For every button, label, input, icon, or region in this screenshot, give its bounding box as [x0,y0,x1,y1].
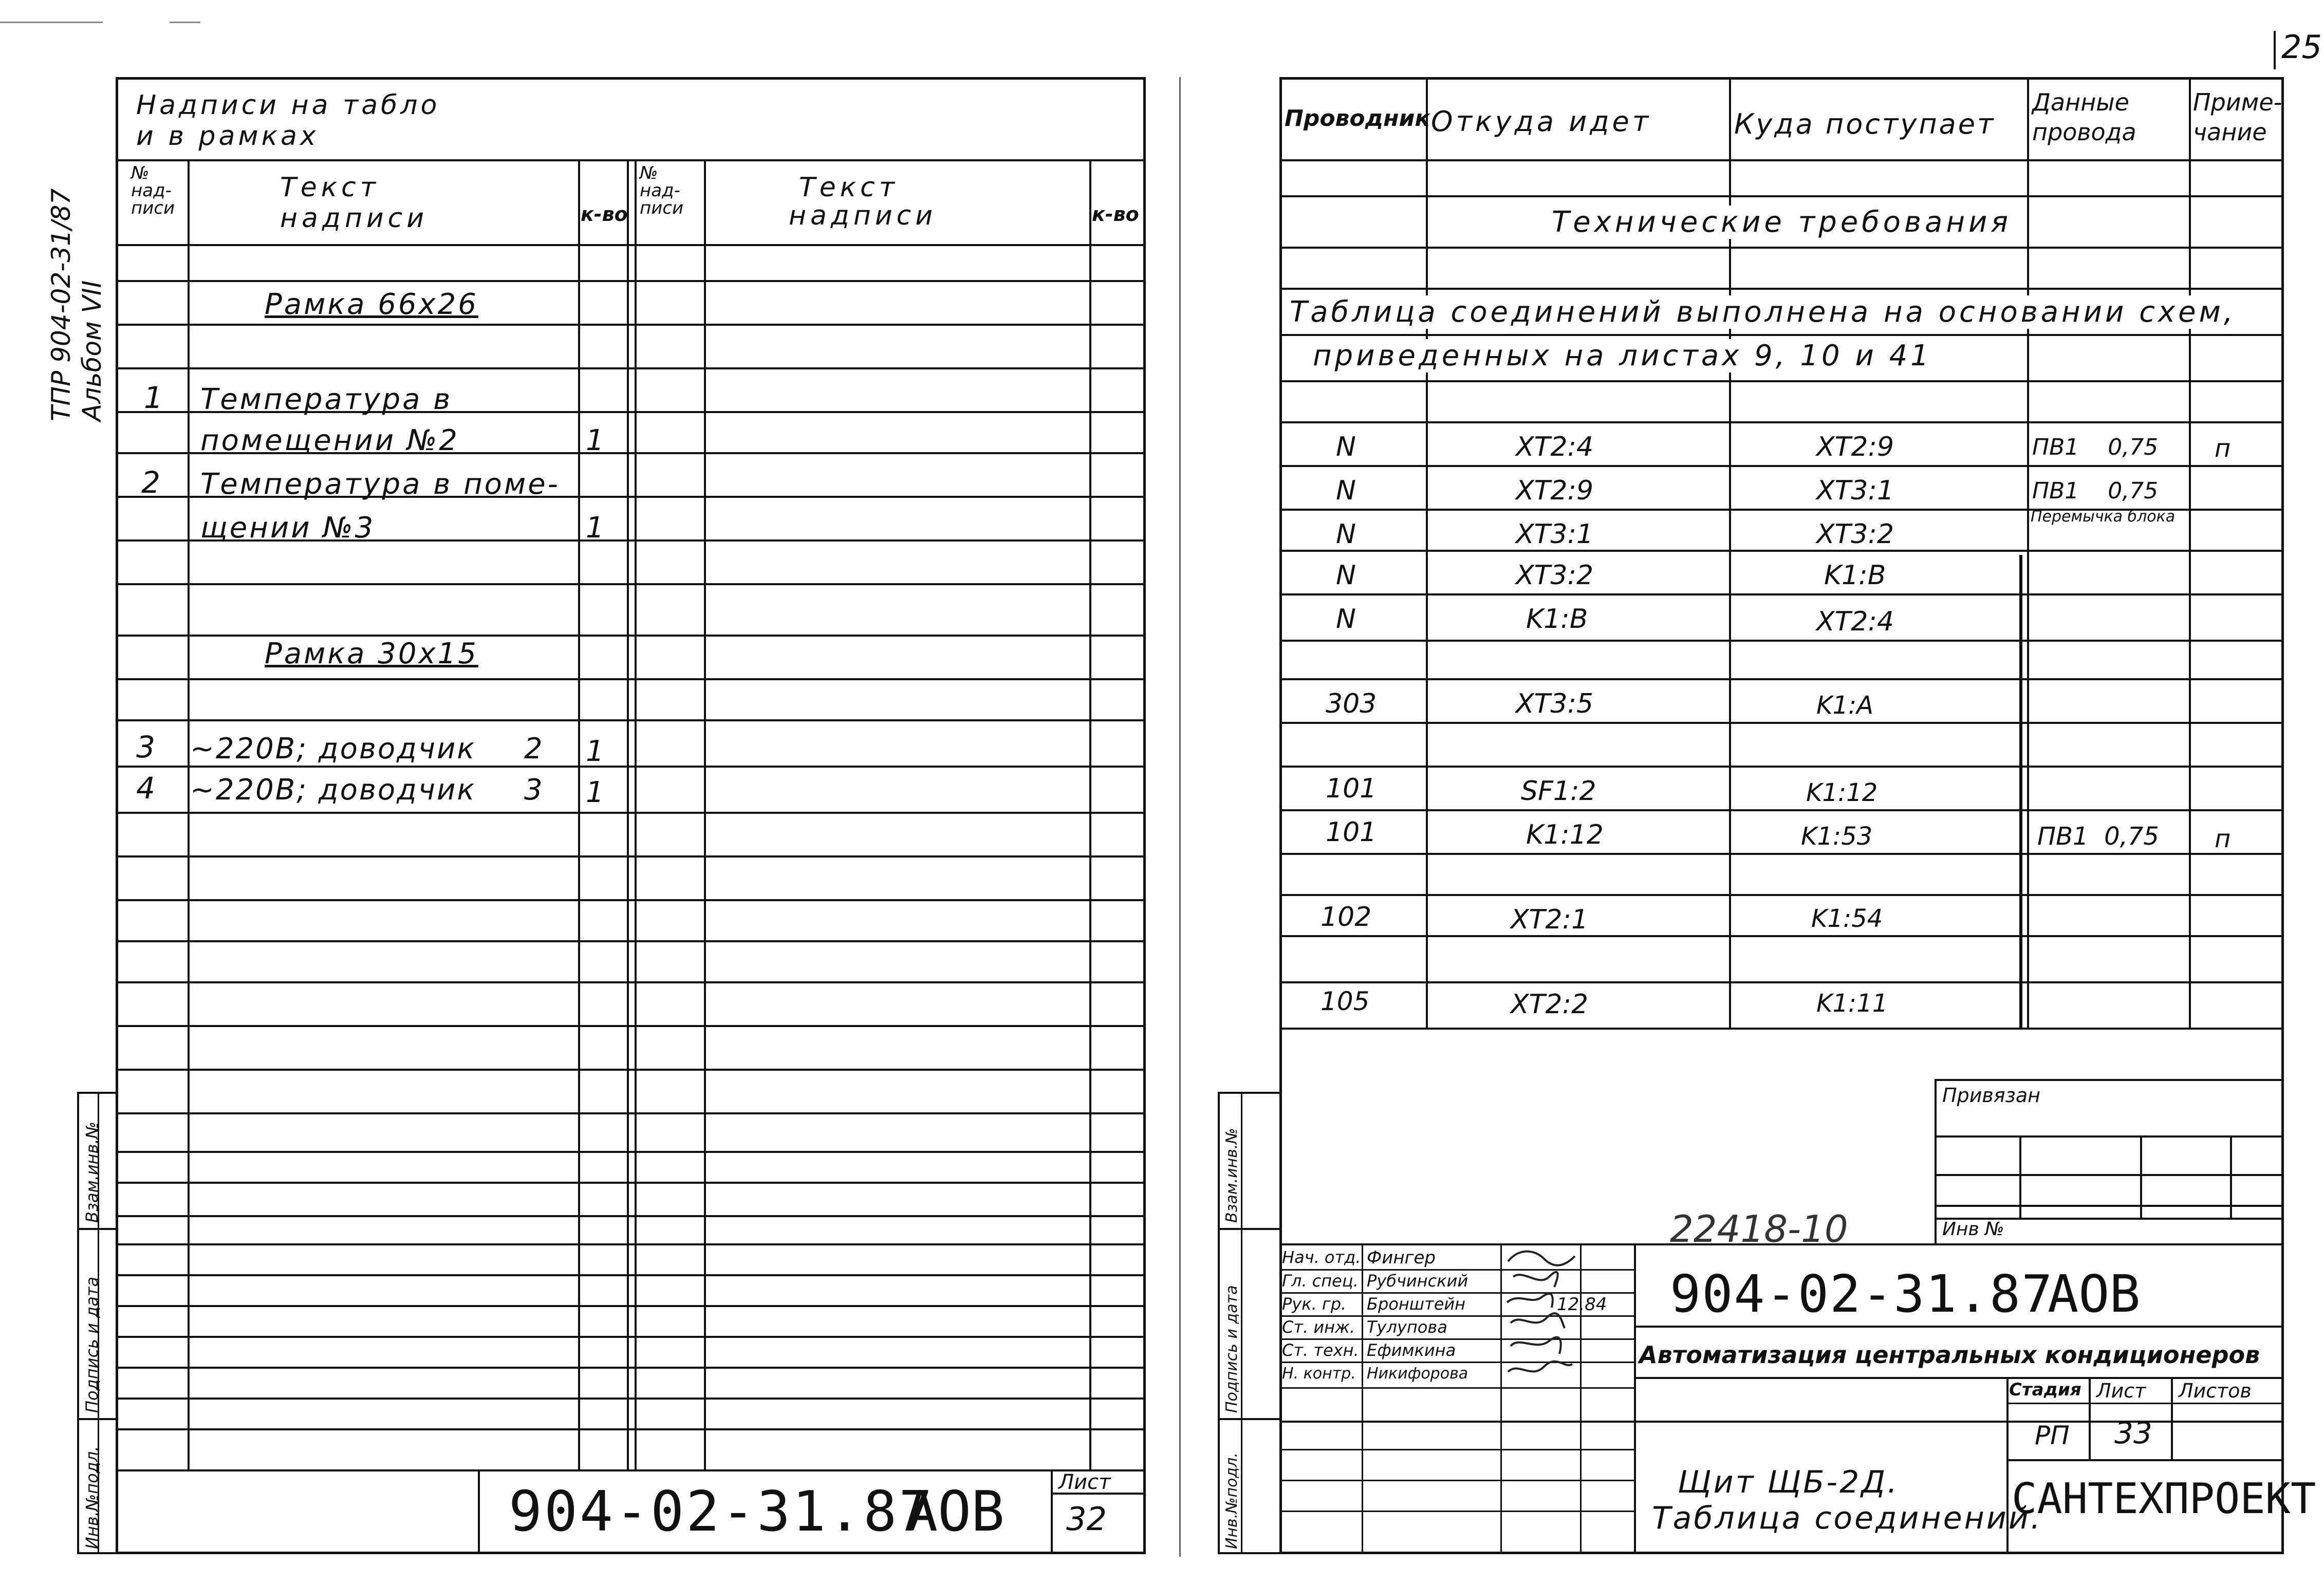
right-row-line [1279,1028,2284,1030]
row-wire: ПВ1 0,75 [2037,822,2159,851]
right-row-line [1279,853,2284,855]
sig-line [1279,1511,1634,1512]
left-row-line [116,766,1146,768]
row-conductor: N [1336,475,1356,506]
left-row-qty: 1 [586,735,604,768]
row-from: XT2:9 [1516,475,1594,506]
left-row-text: Температура в поме- [200,468,560,501]
left-row-qty: 1 [586,511,604,545]
left-row-line [116,280,1146,282]
row-to: XT2:4 [1816,606,1894,637]
sig-col [1580,1243,1582,1554]
left-col-divider [578,159,580,1469]
right-doc-code: 904-02-31.87 [1670,1264,2054,1324]
title-line [2006,1403,2284,1404]
sheet-label: Лист [2096,1380,2146,1402]
right-side-stamp-line [1218,1228,1279,1230]
row-conductor: N [1336,604,1356,635]
sig-role: Нач. отд. [1282,1247,1361,1267]
left-row-line [116,1025,1146,1027]
title-line [1634,1326,2284,1328]
sig-col [1634,1243,1636,1554]
left-row-line [116,855,1146,858]
right-row-line [1279,550,2284,552]
row-to: XT3:2 [1816,519,1894,550]
left-side-stamp-inv: Инв.№подл. [82,1446,102,1549]
project-title: Автоматизация центральных кондиционеров [1639,1341,2260,1369]
scan-mark [0,22,103,23]
right-row-line [1279,593,2284,595]
sig-role: Рук. гр. [1282,1294,1347,1314]
left-col-divider [188,159,190,1469]
row-to: K1:12 [1806,778,1878,807]
right-hdr-note: Приме- чание [2193,88,2282,146]
sheet-value: 33 [2114,1415,2152,1450]
left-row-extra: 3 [524,773,543,807]
row-to: XT2:9 [1816,432,1894,462]
row-wire: ПВ1 0,75 [2032,434,2159,460]
sig-line [1279,1480,1634,1481]
tied-line [2230,1135,2232,1218]
right-row-line [1279,465,2284,467]
row-note: п [2215,434,2231,463]
right-hdr-wire: Данные провода [2032,88,2136,146]
title-block-top [1279,1243,2284,1245]
inv-label: Инв № [1942,1219,2004,1240]
right-hdr-to: Куда поступает [1734,108,1996,140]
sig-line [1279,1315,1634,1317]
left-hdr-num-1: № над- писи [131,163,175,218]
left-row-line [116,678,1146,680]
left-col-divider [1089,159,1091,1469]
title-line [2006,1459,2284,1461]
left-row-line [116,1182,1146,1184]
left-col-divider [635,159,637,1469]
left-doc-code: 904-02-31.87 [509,1480,935,1544]
left-row-line [116,244,1146,246]
row-conductor: 105 [1321,986,1370,1016]
left-row-qty: 1 [586,424,604,457]
left-sheet-label: Лист [1058,1470,1111,1494]
sig-role: Н. контр. [1282,1365,1356,1383]
left-row-text: Температура в [200,383,453,416]
right-row-line [1279,334,2284,336]
right-col-divider [1426,77,1428,1028]
right-row-line [1279,247,2284,249]
left-row-line [116,812,1146,814]
left-hdr-qty-1: к-во [581,203,628,226]
right-row-line [1279,421,2284,423]
row-to: K1:53 [1801,822,1873,851]
right-doc-suffix: АОВ [2048,1264,2141,1324]
sig-role: Ст. техн. [1282,1340,1359,1360]
left-row-line [116,940,1146,942]
left-row-qty: 1 [586,776,604,809]
left-side-stamp-repl: Взам.инв.№ [82,1122,102,1223]
right-row-line [1279,678,2284,680]
row-from: K1:12 [1526,819,1604,850]
center-fold [1179,77,1181,1557]
row-conductor: 101 [1326,817,1377,848]
organization-name: САНТЕХПРОЕКТ [2012,1475,2316,1523]
sig-name: Тулупова [1367,1317,1447,1337]
row-conductor: 303 [1326,688,1377,719]
row-note: п [2215,825,2231,853]
left-row-line [116,1243,1146,1245]
left-row-line [116,367,1146,369]
left-row-num: 3 [136,730,155,765]
left-hdr-num-2: № над- писи [640,163,684,218]
left-row-line [116,719,1146,721]
left-side-stamp-line [77,1228,116,1230]
left-row-num: 4 [136,771,155,806]
left-row-text: щении №3 [200,511,376,545]
row-from: SF1:2 [1521,776,1596,807]
row-from: XT3:5 [1516,688,1594,719]
sig-line [1279,1269,1634,1271]
row-wire: ПВ1 0,75 [2032,478,2159,504]
title-col [2171,1377,2173,1459]
left-row-num: 1 [144,380,163,415]
left-row-num: 2 [141,465,160,500]
left-title-line-1: Надписи на табло [136,90,440,121]
sig-col [1500,1243,1502,1554]
drawing-title-line-1: Щит ЩБ-2Д. [1678,1464,1900,1500]
left-col-divider [627,159,629,1469]
left-bottom-divider [1051,1469,1053,1554]
left-side-stamp-sign: Подпись и дата [82,1276,102,1413]
handwritten-number: 22418-10 [1670,1207,1848,1251]
right-side-stamp-repl: Взам.инв.№ [1223,1128,1241,1223]
left-margin-album-code: ТПР 904-02-31/87 [46,188,76,421]
sig-line [1279,1449,1634,1450]
left-col-divider [704,159,706,1469]
sig-name: Ефимкина [1367,1340,1456,1360]
left-hdr-text-1b: надписи [280,203,428,234]
wire-bracket [2019,555,2022,1028]
row-to: K1:A [1816,691,1874,720]
left-row-line [116,1428,1146,1430]
right-row-line [1279,981,2284,983]
left-row-line [116,1274,1146,1276]
left-side-stamp-line [77,1418,116,1420]
left-row-line [116,1069,1146,1071]
tied-label: Привязан [1942,1084,2040,1107]
left-header-top-line [116,159,1146,161]
drawing-title-line-2: Таблица соединений. [1652,1500,2042,1536]
right-side-stamp-inv: Инв.№подл. [1223,1452,1241,1549]
right-row-line [1279,894,2284,896]
row-from: XT2:4 [1516,432,1594,462]
page-number: 25 [2281,28,2322,66]
left-sheet-number: 32 [1066,1500,1107,1538]
row-conductor: N [1336,432,1356,462]
row-from: XT3:1 [1516,519,1594,550]
row-from: K1:B [1526,604,1588,635]
sig-name: Рубчинский [1367,1271,1468,1291]
right-row-line [1279,380,2284,382]
right-header-line [1279,159,2284,161]
right-row-line [1279,195,2284,197]
left-row-text: ~220В; доводчик [190,732,476,766]
sig-line [1279,1292,1634,1294]
left-row-line [116,1305,1146,1307]
left-row-line [116,583,1146,585]
right-col-divider [2189,77,2191,1028]
stage-value: РП [2035,1421,2070,1450]
left-row-line [116,899,1146,901]
right-row-line [1279,288,2284,290]
tied-line [2019,1135,2021,1218]
left-row-text: ~220В; доводчик [190,773,476,807]
sig-col [1362,1243,1363,1554]
left-row-line [116,1336,1146,1338]
sig-name: Никифорова [1367,1365,1468,1383]
left-margin-album-volume: Альбом VII [77,280,107,421]
row-conductor: 102 [1321,902,1372,933]
left-doc-suffix: АОВ [904,1480,1005,1544]
right-row-line [1279,640,2284,642]
row-to: K1:B [1824,560,1886,591]
right-requirements-title: Технические требования [1547,206,2017,239]
row-from: XT2:1 [1511,904,1589,935]
left-row-line [116,324,1146,326]
left-row-line [116,1397,1146,1400]
row-from: XT2:2 [1511,989,1589,1020]
row-to: K1:54 [1811,904,1883,933]
left-row-extra: 2 [524,732,543,766]
right-side-stamp-sign: Подпись и дата [1223,1285,1241,1413]
left-row-text: помещении №2 [200,424,459,457]
left-row-line [116,981,1146,983]
row-from: XT3:2 [1516,560,1594,591]
right-row-line [1279,722,2284,724]
tied-line [2140,1135,2142,1218]
left-hdr-qty-2: к-во [1092,203,1139,226]
sig-date: 12.84 [1557,1294,1607,1315]
sig-name: Бронштейн [1367,1294,1466,1314]
left-row-line [116,1215,1146,1217]
left-row-frame-1: Рамка 66х26 [265,288,478,321]
right-col-divider [2027,77,2029,1028]
right-hdr-from: Откуда идет [1431,105,1652,138]
sig-line [1279,1338,1634,1340]
title-col [2089,1377,2091,1459]
right-requirements-line-1: Таблица соединений выполнена на основании схем, [1290,295,2236,329]
row-conductor: N [1336,519,1356,550]
left-title-line-2: и в рамках [136,121,319,152]
left-hdr-text-1a: Текст [280,172,380,203]
title-line [1634,1377,2284,1379]
right-requirements-line-2: приведенных на листах 9, 10 и 41 [1313,339,1932,372]
row-wire: Перемычка блока [2031,508,2176,526]
row-conductor: 101 [1326,773,1377,804]
page-number-bar [2274,31,2276,69]
scan-mark [170,22,200,23]
left-hdr-text-2a: Текст [799,172,899,203]
left-hdr-text-2b: надписи [789,200,937,231]
right-side-stamp-line [1241,1092,1242,1554]
row-conductor: N [1336,560,1356,591]
row-to: K1:11 [1816,989,1888,1018]
sig-name: Фингер [1367,1247,1436,1268]
right-row-line [1279,809,2284,811]
row-to: XT3:1 [1816,475,1894,506]
left-row-line [116,1151,1146,1153]
right-row-line [1279,766,2284,768]
handwritten-signatures [1503,1246,1580,1390]
sig-line [1279,1387,1634,1389]
right-hdr-conductor: Проводник [1285,105,1430,132]
right-row-line [1279,935,2284,937]
left-row-line [116,1112,1146,1114]
stage-label: Стадия [2009,1380,2081,1400]
sig-role: Гл. спец. [1282,1271,1359,1291]
sheets-label: Листов [2179,1380,2252,1402]
left-row-frame-2: Рамка 30х15 [265,637,478,670]
left-row-line [116,1367,1146,1369]
left-row-line [116,635,1146,637]
sig-role: Ст. инж. [1282,1317,1355,1337]
sig-line [1279,1362,1634,1363]
right-side-stamp-line [1218,1418,1279,1420]
